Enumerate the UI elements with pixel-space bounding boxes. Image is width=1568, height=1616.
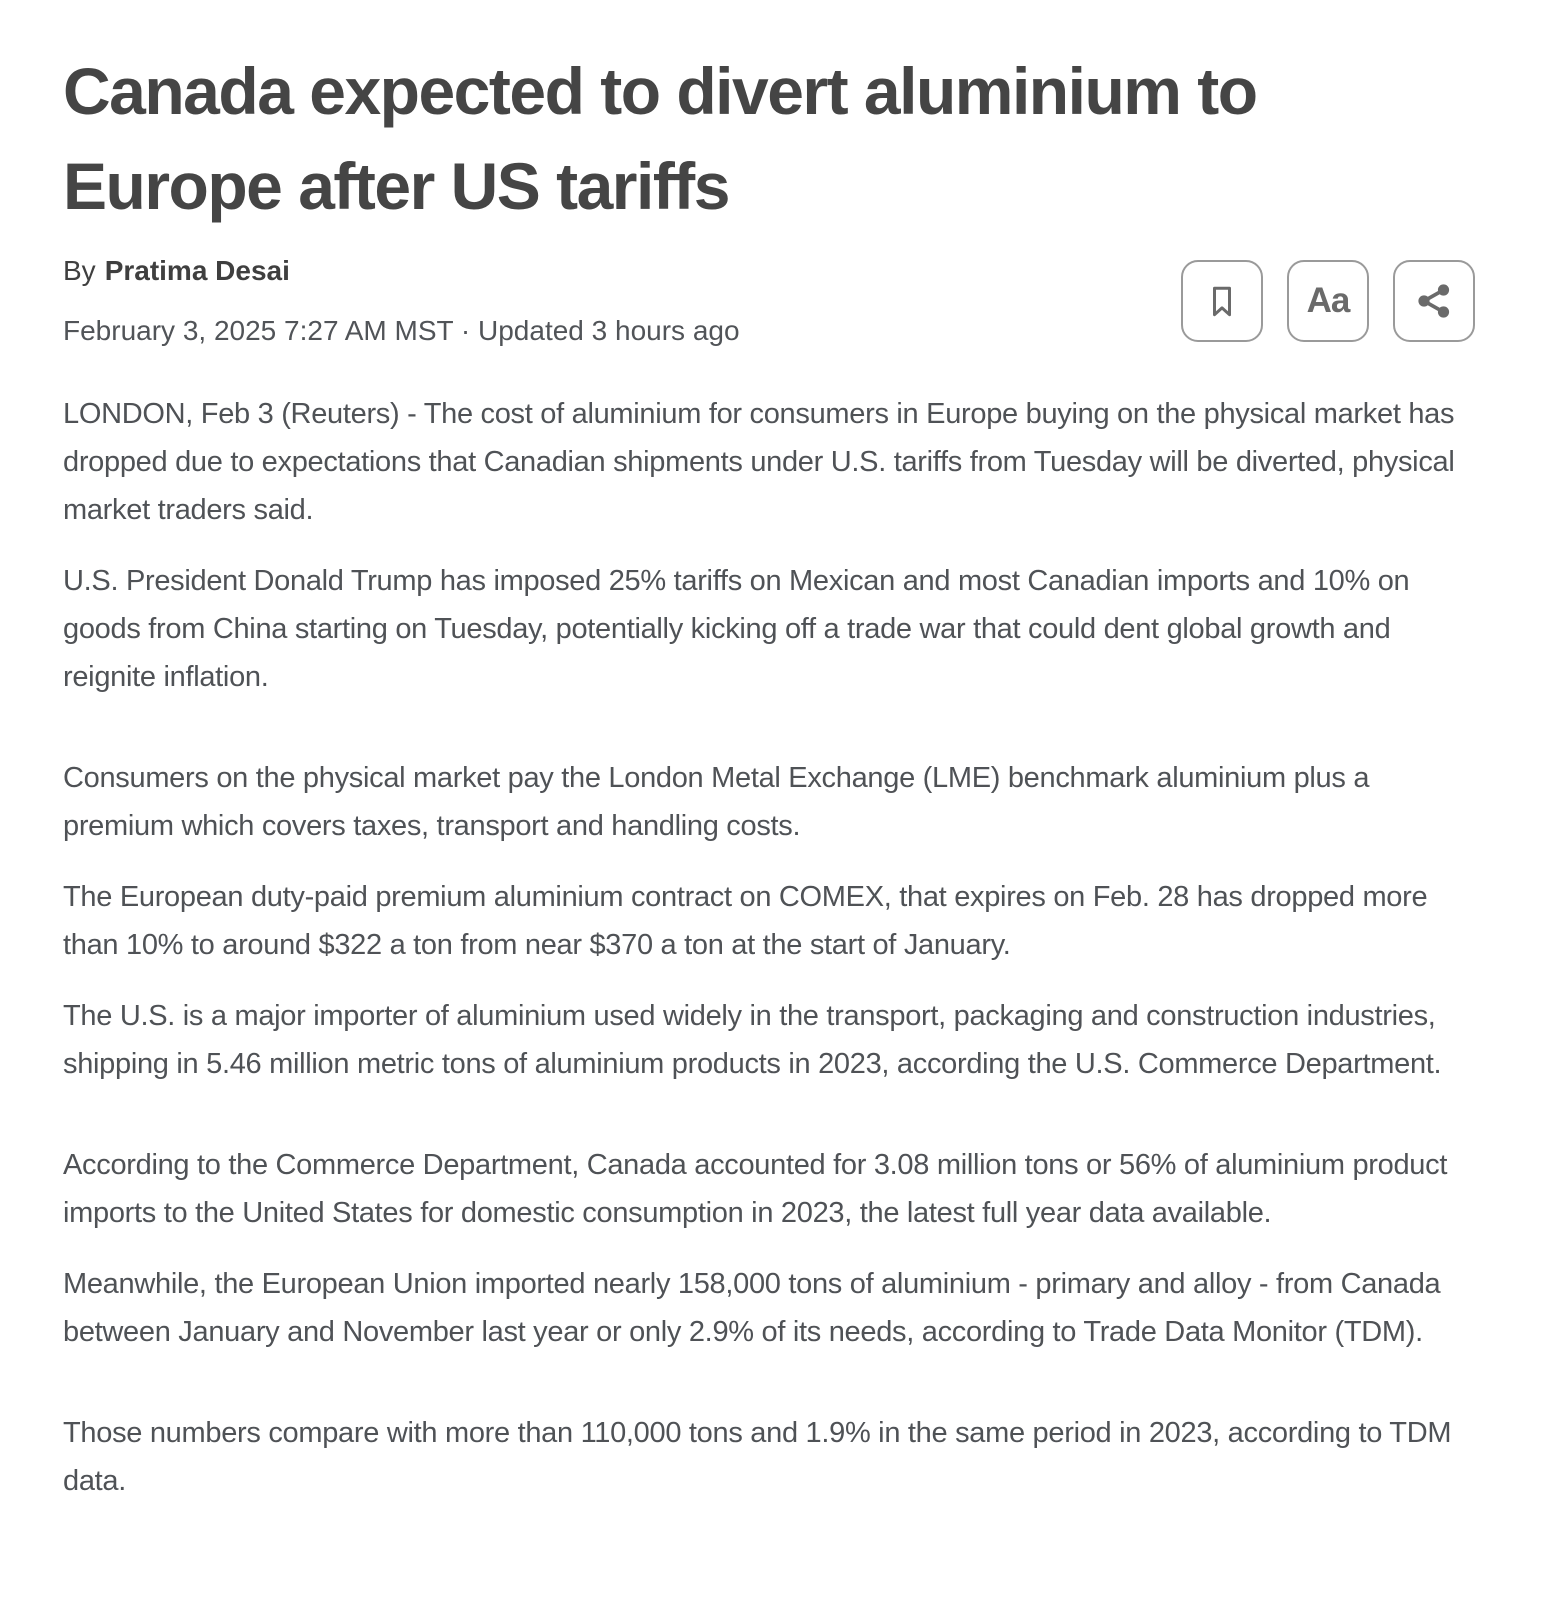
article-toolbar	[1181, 260, 1475, 342]
article-paragraph: Meanwhile, the European Union imported nearly 158,000 tons of aluminium - primary and alloy - from Canada between January and November last year or only 2.9% of its needs, according to Trade Data Monitor (TDM).	[63, 1268, 1441, 1348]
article-paragraph: Consumers on the physical market pay the London Metal Exchange (LME) benchmark aluminium plus a premium which covers taxes, transport and handling costs.	[63, 762, 1370, 842]
article-paragraph: The European duty-paid premium aluminium contract on COMEX, that expires on Feb. 28 has dropped more than 10% to around $322 a ton from near $370 a ton at the start of January.	[63, 881, 1428, 961]
byline-prefix: By	[63, 255, 96, 286]
article-body	[63, 390, 1475, 1555]
text-size-icon: Aa	[1306, 281, 1350, 320]
byline	[63, 254, 740, 288]
article-headline: Canada expected to divert aluminium to Europe after US tariffs	[63, 54, 1257, 223]
share-icon	[1413, 280, 1455, 322]
article-paragraph: According to the Commerce Department, Canada accounted for 3.08 million tons or 56% of aluminium product imports to the United States for domestic consumption in 2023, the latest full year data available.	[63, 1149, 1448, 1229]
article-paragraph: LONDON, Feb 3 (Reuters) - The cost of aluminium for consumers in Europe buying on the physical market has dropped due to expectations that Canadian shipments under U.S. tariffs from Tuesday will be diverted, physical market traders said.	[63, 398, 1455, 526]
article-paragraph: Those numbers compare with more than 110,000 tons and 1.9% in the same period in 2023, according to TDM data.	[63, 1417, 1452, 1497]
share-button[interactable]	[1393, 260, 1475, 342]
text-size-button[interactable]	[1287, 260, 1369, 342]
article-meta-row	[63, 254, 1475, 348]
bookmark-icon	[1209, 284, 1235, 319]
article-paragraph: The U.S. is a major importer of aluminium used widely in the transport, packaging and construction industries, shipping in 5.46 million metric tons of aluminium products in 2023, according the U.S. Commerce Department.	[63, 1000, 1442, 1080]
byline-block	[63, 254, 740, 348]
article-paragraph: U.S. President Donald Trump has imposed 25% tariffs on Mexican and most Canadian imports and 10% on goods from China starting on Tuesday, potentially kicking off a trade war that could dent global growth and reignite inflation.	[63, 565, 1410, 693]
article-page	[63, 0, 1475, 1555]
dateline: February 3, 2025 7:27 AM MST · Updated 3 hours ago	[63, 315, 740, 346]
author-name[interactable]: Pratima Desai	[104, 255, 290, 286]
bookmark-button[interactable]	[1181, 260, 1263, 342]
